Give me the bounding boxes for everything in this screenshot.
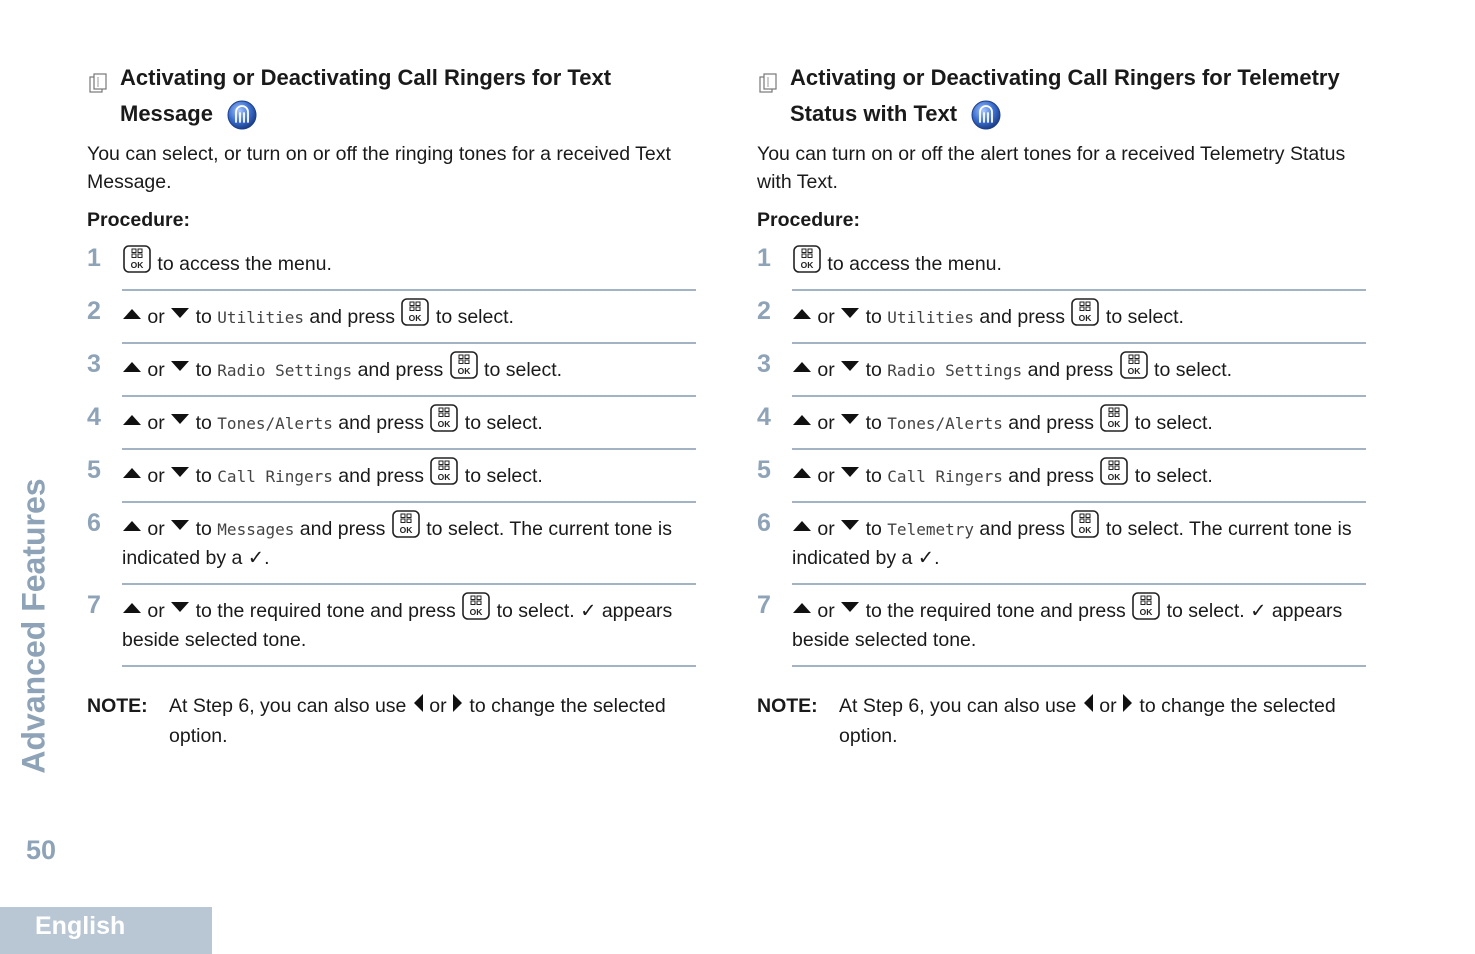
step-instruction (122, 291, 696, 344)
up-arrow-icon (122, 594, 142, 607)
note-body (839, 695, 1336, 747)
step-text-fragment: or (1093, 695, 1123, 717)
step-text-fragment: to (860, 306, 888, 328)
step-number: 1 (757, 244, 771, 272)
step-text-fragment: or (423, 695, 453, 717)
step-text-fragment: to (190, 359, 218, 381)
section-heading (87, 60, 697, 132)
step-text-fragment: and press (974, 306, 1071, 328)
svg-text:OK: OK (1079, 313, 1092, 323)
step-number: 4 (757, 403, 771, 431)
step-instruction (122, 450, 696, 503)
step-text-fragment: to select. ✓ appears beside selected tone. (792, 600, 1343, 651)
procedure-step (87, 585, 696, 667)
step-text-fragment: or (812, 412, 841, 434)
step-text-fragment: to select. (459, 465, 543, 487)
up-arrow-icon (122, 512, 142, 525)
up-arrow-icon (792, 300, 812, 313)
note-body (169, 695, 666, 747)
procedure-steps (757, 238, 1366, 667)
step-text-fragment: or (142, 412, 171, 434)
step-instruction (792, 397, 1366, 450)
step-text-fragment: or (812, 600, 841, 622)
down-arrow-icon (170, 353, 190, 366)
step-text-fragment: or (812, 518, 841, 540)
step-number: 1 (87, 244, 101, 272)
procedure-step (757, 397, 1366, 450)
procedure-step (757, 291, 1366, 344)
book-icon (759, 68, 777, 88)
up-arrow-icon (792, 459, 812, 472)
step-text-fragment: to the required tone and press (860, 600, 1132, 622)
down-arrow-icon (840, 459, 860, 472)
step-text-fragment: and press (1002, 412, 1100, 434)
svg-text:OK: OK (399, 525, 413, 535)
note (87, 691, 689, 751)
step-text-fragment: to select. The current tone is indicated by a ✓. (792, 518, 1352, 569)
svg-text:OK: OK (1079, 525, 1092, 535)
step-instruction (792, 503, 1366, 585)
up-arrow-icon (122, 406, 142, 419)
step-text-fragment: and press (294, 518, 391, 540)
ok-menu-key-icon (449, 350, 479, 380)
language-tab: English (0, 907, 212, 954)
step-text-fragment: to select. (1129, 465, 1213, 487)
step-text-fragment: to (190, 518, 218, 540)
step-instruction (792, 344, 1366, 397)
feature-badge-icon (227, 100, 257, 130)
up-arrow-icon (122, 300, 142, 313)
menu-item-name: Call Ringers (217, 467, 333, 486)
step-text-fragment: or (812, 465, 841, 487)
step-text-fragment: to the required tone and press (190, 600, 462, 622)
step-text-fragment: to select. (1148, 359, 1233, 381)
heading-text: Activating or Deactivating Call Ringers for Telemetry Status with Text (790, 65, 1340, 126)
step-number: 2 (757, 297, 771, 325)
right-arrow-icon (452, 692, 464, 712)
step-number: 6 (757, 509, 771, 537)
step-text-fragment: to access the menu. (152, 253, 332, 275)
step-text-fragment: to (860, 518, 888, 540)
ok-menu-key-icon (1119, 350, 1149, 380)
step-instruction (792, 291, 1366, 344)
note-label: NOTE: (87, 695, 148, 717)
svg-text:OK: OK (409, 313, 422, 323)
menu-item-name: Tones/Alerts (217, 414, 333, 433)
down-arrow-icon (840, 594, 860, 607)
up-arrow-icon (122, 459, 142, 472)
book-icon (89, 68, 107, 88)
step-text-fragment: to select. (1129, 412, 1213, 434)
down-arrow-icon (840, 353, 860, 366)
step-text-fragment: to (860, 359, 888, 381)
step-number: 2 (87, 297, 101, 325)
procedure-step (87, 450, 696, 503)
step-instruction (122, 397, 696, 450)
step-text-fragment: to change the selected option. (839, 695, 1336, 747)
left-arrow-icon (412, 692, 424, 712)
step-text-fragment: and press (974, 518, 1071, 540)
down-arrow-icon (840, 300, 860, 313)
up-arrow-icon (792, 406, 812, 419)
svg-text:OK: OK (800, 260, 814, 270)
svg-text:OK: OK (469, 607, 483, 617)
down-arrow-icon (840, 406, 860, 419)
left-arrow-icon (1082, 692, 1094, 712)
step-text-fragment: and press (1002, 465, 1100, 487)
ok-menu-key-icon (429, 456, 459, 486)
ok-menu-key-icon (1131, 591, 1161, 621)
step-text-fragment: or (812, 359, 841, 381)
ok-menu-key-icon (461, 591, 491, 621)
up-arrow-icon (792, 512, 812, 525)
procedure-label: Procedure: (87, 209, 190, 231)
procedure-step (87, 291, 696, 344)
step-text-fragment: or (142, 518, 171, 540)
procedure-step (757, 503, 1366, 585)
step-text-fragment: to (190, 465, 218, 487)
menu-item-name: Utilities (217, 308, 304, 327)
ok-menu-key-icon (391, 509, 421, 539)
ok-menu-key-icon (792, 244, 822, 274)
ok-menu-key-icon (1099, 456, 1129, 486)
step-number: 7 (87, 591, 101, 619)
procedure-step (87, 503, 696, 585)
step-text-fragment: or (142, 306, 171, 328)
procedure-step (757, 450, 1366, 503)
procedure-step (757, 238, 1366, 291)
menu-item-name: Call Ringers (887, 467, 1003, 486)
svg-text:OK: OK (1139, 607, 1153, 617)
sidebar-section-title: Advanced Features (15, 478, 52, 774)
step-instruction (792, 450, 1366, 503)
step-text-fragment: to access the menu. (822, 253, 1002, 275)
step-text-fragment: and press (1022, 359, 1119, 381)
svg-text:OK: OK (1108, 419, 1121, 429)
up-arrow-icon (792, 353, 812, 366)
section-heading (757, 60, 1367, 132)
step-text-fragment: to select. (459, 412, 543, 434)
down-arrow-icon (170, 300, 190, 313)
step-number: 7 (757, 591, 771, 619)
note-label: NOTE: (757, 695, 818, 717)
step-number: 4 (87, 403, 101, 431)
up-arrow-icon (122, 353, 142, 366)
svg-text:OK: OK (438, 419, 451, 429)
step-number: 5 (87, 456, 101, 484)
step-instruction (792, 238, 1366, 291)
down-arrow-icon (170, 512, 190, 525)
svg-text:OK: OK (1127, 366, 1141, 376)
step-number: 3 (87, 350, 101, 378)
up-arrow-icon (792, 594, 812, 607)
menu-item-name: Tones/Alerts (887, 414, 1003, 433)
left-column (87, 60, 697, 751)
step-text-fragment: to (860, 465, 888, 487)
procedure-step (87, 344, 696, 397)
down-arrow-icon (170, 594, 190, 607)
step-text-fragment: and press (352, 359, 449, 381)
down-arrow-icon (170, 406, 190, 419)
ok-menu-key-icon (1099, 403, 1129, 433)
step-text-fragment: or (142, 600, 171, 622)
step-instruction (122, 344, 696, 397)
svg-text:OK: OK (457, 366, 471, 376)
svg-text:OK: OK (130, 260, 144, 270)
ok-menu-key-icon (400, 297, 430, 327)
procedure-step (87, 397, 696, 450)
menu-item-name: Radio Settings (217, 361, 353, 380)
procedure-step (757, 344, 1366, 397)
step-text-fragment: or (142, 465, 171, 487)
step-text-fragment: to select. The current tone is indicated by a ✓. (122, 518, 672, 569)
step-text-fragment: to select. (430, 306, 514, 328)
heading-text: Activating or Deactivating Call Ringers for Text Message (120, 65, 612, 126)
ok-menu-key-icon (1070, 297, 1100, 327)
step-text-fragment: to change the selected option. (169, 695, 666, 747)
intro-paragraph: You can select, or turn on or off the ringing tones for a received Text Message. (87, 143, 671, 193)
step-number: 5 (757, 456, 771, 484)
step-instruction (122, 238, 696, 291)
menu-item-name: Telemetry (887, 520, 974, 539)
step-text-fragment: to (190, 412, 218, 434)
step-text-fragment: to select. (1100, 306, 1184, 328)
step-text-fragment: At Step 6, you can also use (169, 695, 412, 717)
page-number: 50 (26, 835, 57, 865)
note (757, 691, 1359, 751)
ok-menu-key-icon (429, 403, 459, 433)
step-instruction (122, 585, 696, 667)
step-text-fragment: or (142, 359, 171, 381)
ok-menu-key-icon (122, 244, 152, 274)
step-number: 3 (757, 350, 771, 378)
right-column (757, 60, 1367, 751)
procedure-step (757, 585, 1366, 667)
step-text-fragment: to select. (478, 359, 563, 381)
down-arrow-icon (170, 459, 190, 472)
menu-item-name: Messages (217, 520, 295, 539)
step-text-fragment: or (812, 306, 841, 328)
step-text-fragment: and press (332, 465, 430, 487)
step-text-fragment: to (190, 306, 218, 328)
procedure-step (87, 238, 696, 291)
procedure-label: Procedure: (757, 209, 860, 231)
right-arrow-icon (1122, 692, 1134, 712)
menu-item-name: Utilities (887, 308, 974, 327)
svg-text:OK: OK (438, 472, 451, 482)
down-arrow-icon (840, 512, 860, 525)
ok-menu-key-icon (1070, 509, 1100, 539)
step-text-fragment: to select. ✓ appears beside selected tone. (122, 600, 673, 651)
step-number: 6 (87, 509, 101, 537)
feature-badge-icon (971, 100, 1001, 130)
step-instruction (122, 503, 696, 585)
menu-item-name: Radio Settings (887, 361, 1023, 380)
step-text-fragment: and press (332, 412, 430, 434)
svg-text:OK: OK (1108, 472, 1121, 482)
step-text-fragment: and press (304, 306, 401, 328)
step-instruction (792, 585, 1366, 667)
step-text-fragment: to (860, 412, 888, 434)
step-text-fragment: At Step 6, you can also use (839, 695, 1082, 717)
intro-paragraph: You can turn on or off the alert tones for a received Telemetry Status with Text. (757, 143, 1346, 193)
procedure-steps (87, 238, 696, 667)
